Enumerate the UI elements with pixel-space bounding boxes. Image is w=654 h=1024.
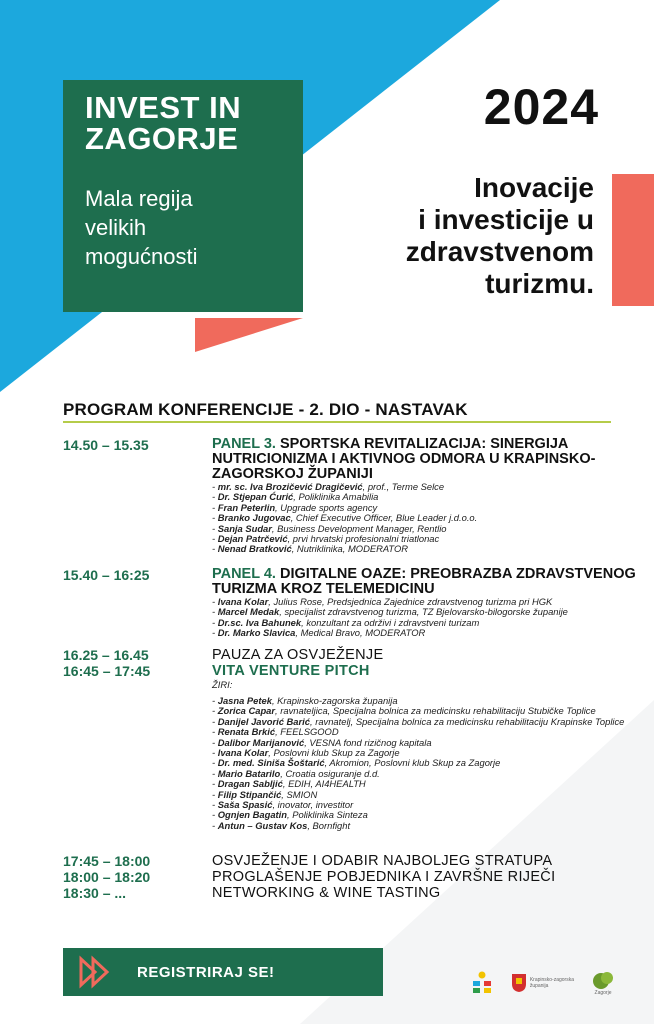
participant-name: Ivana Kolar: [217, 596, 269, 607]
participant-name: Antun – Gustav Kos: [217, 819, 308, 831]
participant-role: , Poliklinika Sinteza: [287, 809, 368, 821]
participant-name: Dr. Stjepan Ćurić: [217, 491, 294, 503]
closing-label: PROGLAŠENJE POBJEDNIKA I ZAVRŠNE RIJEČI: [212, 869, 556, 885]
closing-row: [63, 869, 643, 885]
panel3-participants: [212, 482, 642, 555]
participant-role: , VESNA fond rizičnog kapitala: [304, 736, 432, 748]
panel4-title: [212, 567, 642, 597]
participant-item: - Dr. Marko Slavica, Medical Bravo, MODERATOR: [212, 627, 426, 639]
participant-item: - Renata Brkić, FEELSGOOD: [212, 726, 339, 738]
participant-name: Mario Batarilo: [217, 767, 281, 779]
participant-role: , Julius Rose, Predsjednica Zajednice zdravstvenog turizma pri HGK: [268, 596, 553, 607]
participant-item: - mr. sc. Iva Brozičević Dragičević, prof., Terme Selce: [212, 481, 445, 492]
participant-role: , prof., Terme Selce: [362, 481, 445, 492]
register-button[interactable]: [63, 948, 383, 996]
participant-name: Dragan Sabljić: [217, 778, 283, 790]
participant-role: , Medical Bravo, MODERATOR: [295, 627, 426, 639]
zagorje-logo: [592, 970, 614, 996]
participant-role: , EDIH, AI4HEALTH: [282, 778, 366, 790]
panel3-number: PANEL 3.: [212, 436, 276, 452]
section-divider: [63, 421, 611, 423]
participant-role: , Upgrade sports agency: [275, 501, 378, 513]
participant-name: Dr.sc. Iva Bahunek: [217, 616, 302, 628]
panel3-block: [212, 437, 642, 555]
panel3-time: 14.50 – 15.35: [63, 437, 149, 453]
brand-title-line2: ZAGORJE: [85, 121, 239, 156]
participant-name: mr. sc. Iva Brozičević Dragičević: [217, 481, 363, 492]
participant-name: Renata Brkić: [217, 726, 276, 738]
closing-time: 18:30 – ...: [63, 885, 127, 901]
brand-subtitle: [85, 184, 198, 271]
closing-schedule: [63, 853, 643, 901]
county-name-line2: županija: [529, 983, 549, 989]
participant-item: - Dr.sc. Iva Bahunek, konzultant za održivi i zdravstveni turizam: [212, 616, 480, 628]
participant-item: - Dalibor Marijanović, VESNA fond rizičnog kapitala: [212, 736, 432, 748]
closing-time: 18:00 – 18:20: [63, 869, 151, 885]
pitch-block: [212, 663, 642, 831]
participant-role: , Nutriklinika, MODERATOR: [291, 543, 409, 555]
participant-role: , Krapinsko-zagorska županija: [271, 695, 398, 706]
partner-logo-icon: [471, 971, 493, 995]
brand-subtitle-line3: mogućnosti: [85, 244, 198, 269]
event-year: 2024: [483, 79, 599, 135]
participant-role: , ravnatelj, Specijalna bolnica za medicinsku rehabilitaciju Krapinske Toplice: [309, 715, 625, 727]
participant-item: - Antun – Gustav Kos, Bornfight: [212, 819, 351, 831]
brand-box: [63, 80, 303, 312]
zagorje-hills-icon: [592, 970, 614, 990]
participant-name: Danijel Javorić Barić: [217, 715, 310, 727]
panel4-block: [212, 567, 642, 639]
participant-item: - Filip Stipančić, SMION: [212, 788, 318, 800]
participant-item: - Nenad Bratković, Nutriklinika, MODERATOR: [212, 543, 409, 555]
headline: Inovacije i investicije u zdravstvenom turizmu.: [405, 172, 594, 299]
break-label: PAUZA ZA OSVJEŽENJE: [212, 647, 384, 663]
closing-label: NETWORKING & WINE TASTING: [212, 885, 441, 901]
participant-item: - Ognjen Bagatin, Poliklinika Sinteza: [212, 809, 368, 821]
brand-title: [85, 92, 241, 154]
panel4-time: 15.40 – 16:25: [63, 567, 150, 583]
participant-item: - Ivana Kolar, Poslovni klub Skup za Zagorje: [212, 747, 400, 759]
double-chevron-icon: [77, 953, 115, 991]
participant-item: - Dragan Sabljić, EDIH, AI4HEALTH: [212, 778, 366, 790]
participant-item: - Mario Batarilo, Croatia osiguranje d.d.: [212, 767, 380, 779]
zagorje-name: Zagorje: [594, 990, 612, 996]
participant-role: , FEELSGOOD: [275, 726, 339, 738]
participant-name: Zorica Capar: [217, 705, 276, 717]
break-time: 16.25 – 16.45: [63, 647, 149, 663]
closing-row: [63, 885, 643, 901]
brand-title-line1: INVEST IN: [85, 90, 242, 125]
participant-item: - Marcel Medak, specijalist zdravstvenog turizma, TZ Bjelovarsko-bilogorske županije: [212, 606, 568, 618]
participant-name: Sanja Sudar: [217, 522, 272, 534]
participant-name: Dr. med. Siniša Šoštarić: [217, 757, 325, 769]
participant-item: - Sanja Sudar, Business Development Manager, Rentlio: [212, 522, 447, 534]
participant-role: , Poslovni klub Skup za Zagorje: [268, 747, 400, 759]
brand-subtitle-line1: Mala regija: [85, 186, 193, 211]
participant-role: , prvi hrvatski profesionalni triatlonac: [287, 533, 440, 545]
panel3-title-text: SPORTSKA REVITALIZACIJA: SINERGIJA NUTRICIONIZMA I AKTIVNOG ODMORA U KRAPINSKO-ZAGORSKOJ ŽUPANIJI: [212, 436, 596, 482]
participant-name: Dr. Marko Slavica: [217, 627, 296, 639]
coral-bar: [612, 174, 654, 306]
coral-triangle: [195, 318, 303, 352]
register-label: REGISTRIRAJ SE!: [137, 963, 275, 981]
participant-role: , Poliklinika Amabilia: [293, 491, 379, 503]
participant-role: , Akromion, Poslovni klub Skup za Zagorje: [324, 757, 501, 769]
participant-name: Branko Jugovac: [217, 512, 291, 524]
sponsor-logos: [471, 970, 614, 996]
participant-name: Nenad Bratković: [217, 543, 292, 555]
participant-name: Jasna Petek: [217, 695, 272, 706]
participant-item: - Ivana Kolar, Julius Rose, Predsjednica Zajednice zdravstvenog turizma pri HGK: [212, 596, 553, 607]
participant-role: , SMION: [281, 788, 318, 800]
participant-name: Marcel Medak: [217, 606, 280, 618]
participant-item: - Fran Peterlin, Upgrade sports agency: [212, 501, 378, 513]
participant-role: , specijalist zdravstvenog turizma, TZ Bjelovarsko-bilogorske županije: [279, 606, 568, 618]
participant-item: - Zorica Capar, ravnateljica, Specijalna bolnica za medicinsku rehabilitaciju Stubičke Toplice: [212, 705, 596, 717]
participant-name: Saša Spasić: [217, 799, 273, 811]
panel4-title-text: DIGITALNE OAZE: PREOBRAZBA ZDRAVSTVENOG TURIZMA KROZ TELEMEDICINU: [212, 566, 636, 597]
county-logo: [511, 973, 574, 993]
participant-role: , Chief Executive Officer, Blue Leader j.d.o.o.: [290, 512, 478, 524]
closing-row: [63, 853, 643, 869]
participant-name: Ognjen Bagatin: [217, 809, 288, 821]
jury-members: [212, 696, 642, 831]
panel4-number: PANEL 4.: [212, 566, 276, 582]
participant-role: , Bornfight: [307, 819, 351, 831]
participant-name: Filip Stipančić: [217, 788, 282, 800]
county-shield-icon: [511, 973, 527, 993]
panel4-participants: [212, 597, 642, 639]
participant-role: , inovator, investitor: [272, 799, 354, 811]
participant-item: - Dejan Patrčević, prvi hrvatski profesionalni triatlonac: [212, 533, 440, 545]
participant-item: - Jasna Petek, Krapinsko-zagorska županija: [212, 695, 398, 706]
participant-item: - Dr. Stjepan Ćurić, Poliklinika Amabilia: [212, 491, 379, 503]
jury-label: ŽIRI:: [212, 679, 233, 690]
closing-time: 17:45 – 18:00: [63, 853, 151, 869]
closing-label: OSVJEŽENJE I ODABIR NAJBOLJEG STRATUPA: [212, 853, 553, 869]
pitch-time: 16:45 – 17:45: [63, 663, 151, 679]
participant-role: , Croatia osiguranje d.d.: [280, 767, 380, 779]
participant-role: , ravnateljica, Specijalna bolnica za medicinsku rehabilitaciju Stubičke Toplice: [275, 705, 596, 717]
participant-item: - Danijel Javorić Barić, ravnatelj, Specijalna bolnica za medicinsku rehabilitaciju Krapinske Toplice: [212, 715, 625, 727]
participant-name: Dalibor Marijanović: [217, 736, 305, 748]
participant-name: Fran Peterlin: [217, 501, 276, 513]
participant-item: - Branko Jugovac, Chief Executive Officer, Blue Leader j.d.o.o.: [212, 512, 478, 524]
participant-name: Dejan Patrčević: [217, 533, 288, 545]
participant-role: , konzultant za održivi i zdravstveni turizam: [301, 616, 480, 628]
program-title: PROGRAM KONFERENCIJE - 2. DIO - NASTAVAK: [63, 400, 468, 419]
county-name-line1: Krapinsko-zagorska: [529, 977, 574, 983]
participant-item: - Saša Spasić, inovator, investitor: [212, 799, 354, 811]
panel3-title: [212, 437, 642, 482]
participant-item: - Dr. med. Siniša Šoštarić, Akromion, Poslovni klub Skup za Zagorje: [212, 757, 501, 769]
pitch-label: VITA VENTURE PITCH: [212, 663, 370, 679]
brand-subtitle-line2: velikih: [85, 215, 147, 240]
participant-role: , Business Development Manager, Rentlio: [271, 522, 447, 534]
participant-name: Ivana Kolar: [217, 747, 269, 759]
